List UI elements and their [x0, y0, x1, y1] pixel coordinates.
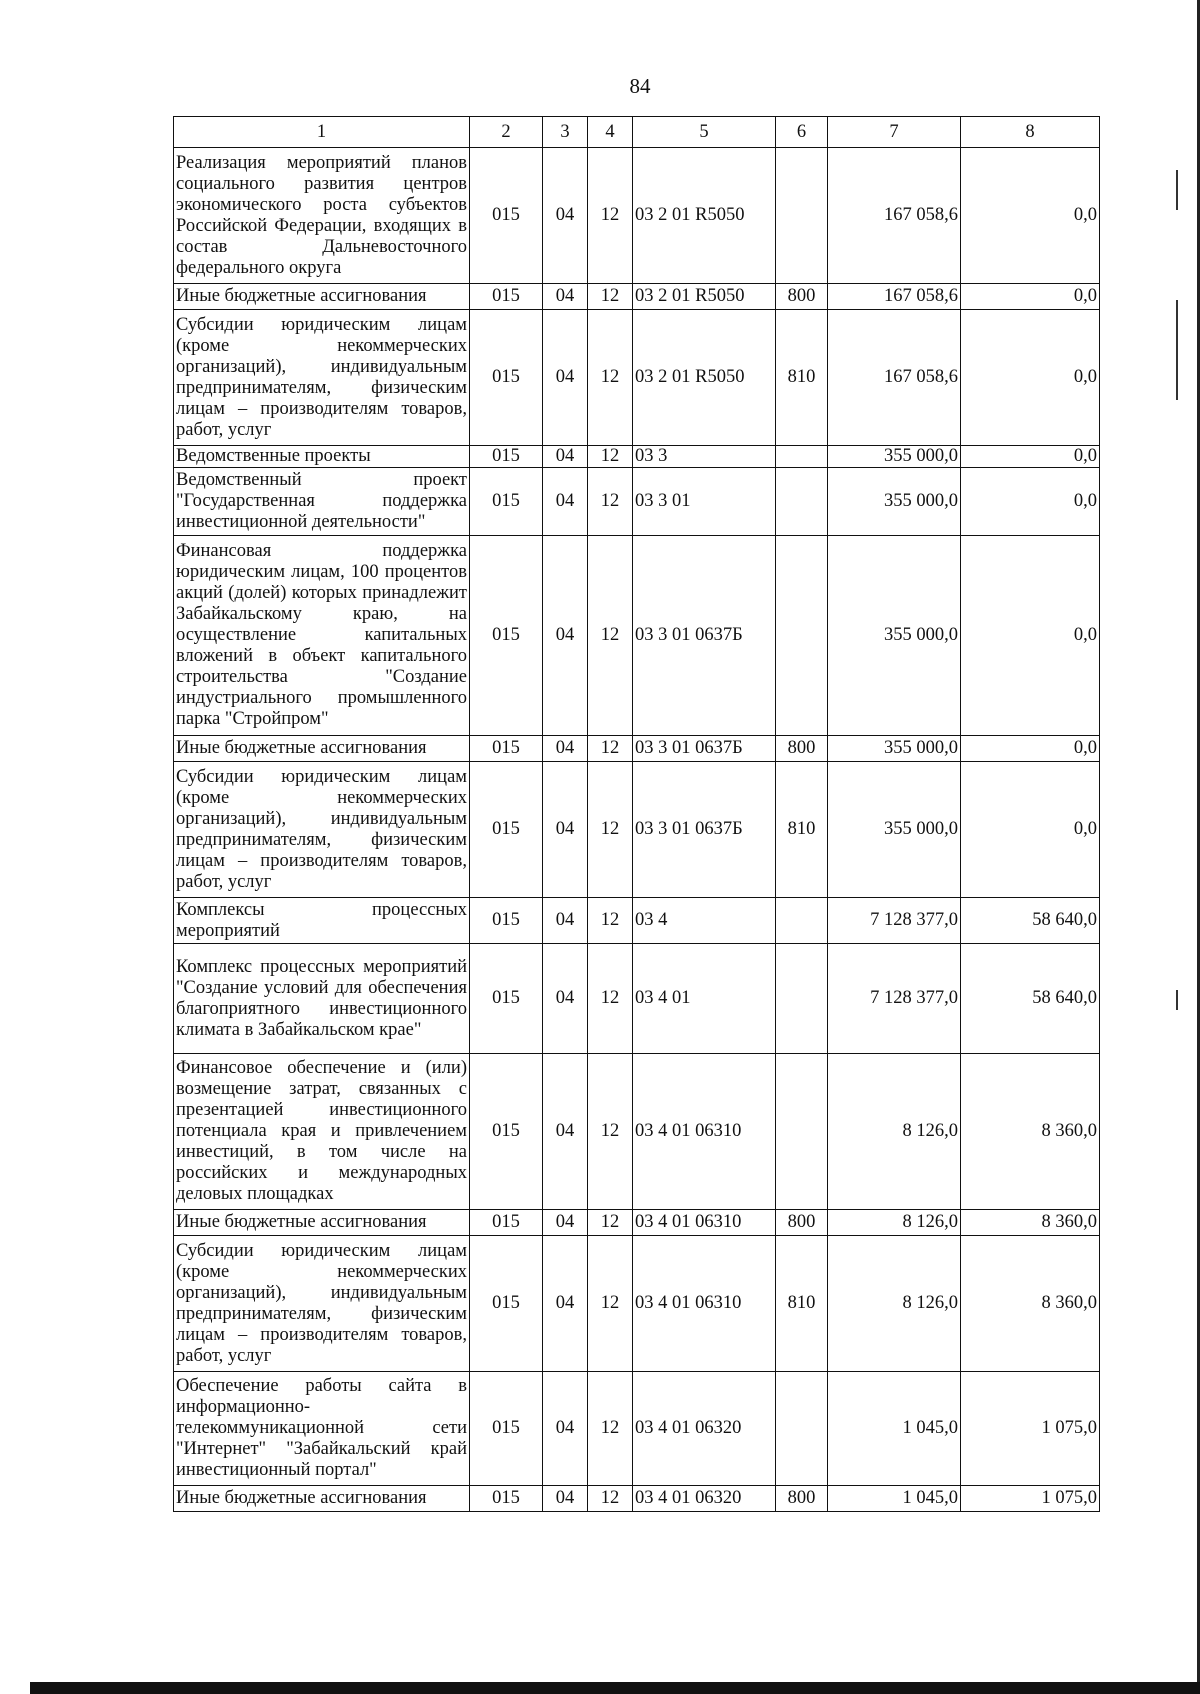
table-row [174, 898, 1100, 944]
row-amount-cell: 0,0 [961, 536, 1100, 736]
row-target-article-cell: 03 3 01 0637Б [633, 536, 776, 736]
row-target-article-cell: 03 2 01 R5050 [633, 284, 776, 310]
row-code-admin-cell: 015 [470, 898, 543, 944]
header-cell: 7 [828, 117, 961, 148]
header-cell: 4 [588, 117, 633, 148]
table-row [174, 536, 1100, 736]
row-name-cell: Реализация мероприятий планов социального развития центров экономического роста субъектов Российской Федерации, входящих в состав Дальневосточного федерального округа [174, 148, 470, 284]
page-number: 84 [629, 74, 651, 98]
row-name-cell: Субсидии юридическим лицам (кроме некоммерческих организаций), индивидуальным предпринимателям, физическим лицам – производителям товаров, работ, услуг [174, 762, 470, 898]
row-target-article-cell: 03 3 01 [633, 468, 776, 536]
header-cell: 2 [470, 117, 543, 148]
row-target-article-cell: 03 4 01 [633, 944, 776, 1054]
table-row [174, 762, 1100, 898]
row-amount-cell: 58 640,0 [961, 944, 1100, 1054]
row-code-admin-cell: 015 [470, 310, 543, 446]
row-name-cell: Субсидии юридическим лицам (кроме некоммерческих организаций), индивидуальным предпринимателям, физическим лицам – производителям товаров, работ, услуг [174, 1236, 470, 1372]
row-section-cell: 04 [543, 898, 588, 944]
table-row [174, 446, 1100, 468]
row-target-article-cell: 03 2 01 R5050 [633, 310, 776, 446]
row-amount-cell: 8 360,0 [961, 1210, 1100, 1236]
row-amount-cell: 0,0 [961, 446, 1100, 468]
row-section-cell: 04 [543, 1372, 588, 1486]
row-target-article-cell: 03 3 [633, 446, 776, 468]
row-subsection-cell: 12 [588, 1210, 633, 1236]
row-amount-cell: 355 000,0 [828, 736, 961, 762]
row-section-cell: 04 [543, 1054, 588, 1210]
row-expense-type-cell [776, 446, 828, 468]
row-amount-cell: 1 075,0 [961, 1372, 1100, 1486]
table-row [174, 310, 1100, 446]
row-name-cell: Комплексы процессных мероприятий [174, 898, 470, 944]
row-amount-cell: 0,0 [961, 762, 1100, 898]
row-code-admin-cell: 015 [470, 1236, 543, 1372]
row-expense-type-cell: 800 [776, 1486, 828, 1512]
row-subsection-cell: 12 [588, 310, 633, 446]
row-amount-cell: 355 000,0 [828, 536, 961, 736]
row-expense-type-cell: 810 [776, 1236, 828, 1372]
row-code-admin-cell: 015 [470, 762, 543, 898]
table-row [174, 284, 1100, 310]
scan-mark [1176, 170, 1178, 210]
row-name-cell: Субсидии юридическим лицам (кроме некоммерческих организаций), индивидуальным предпринимателям, физическим лицам – производителям товаров, работ, услуг [174, 310, 470, 446]
header-cell: 3 [543, 117, 588, 148]
row-name-cell: Финансовая поддержка юридическим лицам, 100 процентов акций (долей) которых принадлежит Забайкальскому краю, на осуществление капитальных вложений в объект капитального строительства "Создание индустриального промышленного парка "Стройпром" [174, 536, 470, 736]
row-name-cell: Финансовое обеспечение и (или) возмещение затрат, связанных с презентацией инвестиционного потенциала края и привлечением инвестиций, в том числе на российских и международных деловых площадках [174, 1054, 470, 1210]
row-amount-cell: 0,0 [961, 284, 1100, 310]
header-cell: 5 [633, 117, 776, 148]
row-target-article-cell: 03 4 01 06310 [633, 1054, 776, 1210]
row-amount-cell: 355 000,0 [828, 446, 961, 468]
header-cell: 1 [174, 117, 470, 148]
row-expense-type-cell [776, 1372, 828, 1486]
row-expense-type-cell: 810 [776, 762, 828, 898]
row-section-cell: 04 [543, 1210, 588, 1236]
scan-edge [30, 1682, 1200, 1694]
row-target-article-cell: 03 3 01 0637Б [633, 762, 776, 898]
row-name-cell: Обеспечение работы сайта в информационно-телекоммуникационной сети "Интернет" "Забайкальский край инвестиционный портал" [174, 1372, 470, 1486]
row-amount-cell: 8 360,0 [961, 1054, 1100, 1210]
row-code-admin-cell: 015 [470, 536, 543, 736]
row-amount-cell: 1 045,0 [828, 1372, 961, 1486]
row-amount-cell: 0,0 [961, 148, 1100, 284]
row-subsection-cell: 12 [588, 944, 633, 1054]
row-amount-cell: 355 000,0 [828, 762, 961, 898]
row-amount-cell: 8 360,0 [961, 1236, 1100, 1372]
row-target-article-cell: 03 4 01 06310 [633, 1210, 776, 1236]
row-section-cell: 04 [543, 1486, 588, 1512]
row-section-cell: 04 [543, 284, 588, 310]
row-expense-type-cell [776, 1054, 828, 1210]
row-subsection-cell: 12 [588, 762, 633, 898]
row-amount-cell: 167 058,6 [828, 148, 961, 284]
row-target-article-cell: 03 4 01 06310 [633, 1236, 776, 1372]
row-target-article-cell: 03 4 01 06320 [633, 1486, 776, 1512]
row-section-cell: 04 [543, 468, 588, 536]
row-expense-type-cell: 810 [776, 310, 828, 446]
row-section-cell: 04 [543, 536, 588, 736]
table-row [174, 1236, 1100, 1372]
row-amount-cell: 7 128 377,0 [828, 898, 961, 944]
row-amount-cell: 1 075,0 [961, 1486, 1100, 1512]
table-row [174, 468, 1100, 536]
budget-table [173, 116, 1100, 1512]
row-code-admin-cell: 015 [470, 148, 543, 284]
row-amount-cell: 1 045,0 [828, 1486, 961, 1512]
row-subsection-cell: 12 [588, 736, 633, 762]
row-amount-cell: 167 058,6 [828, 284, 961, 310]
row-subsection-cell: 12 [588, 1372, 633, 1486]
row-amount-cell: 8 126,0 [828, 1210, 961, 1236]
row-section-cell: 04 [543, 1236, 588, 1372]
scan-mark [1176, 300, 1178, 400]
row-code-admin-cell: 015 [470, 468, 543, 536]
row-subsection-cell: 12 [588, 1486, 633, 1512]
header-row [174, 117, 1100, 148]
row-subsection-cell: 12 [588, 1054, 633, 1210]
row-name-cell: Иные бюджетные ассигнования [174, 1210, 470, 1236]
header-cell: 8 [961, 117, 1100, 148]
row-amount-cell: 167 058,6 [828, 310, 961, 446]
row-expense-type-cell [776, 944, 828, 1054]
row-target-article-cell: 03 3 01 0637Б [633, 736, 776, 762]
row-name-cell: Комплекс процессных мероприятий "Создание условий для обеспечения благоприятного инвестиционного климата в Забайкальском крае" [174, 944, 470, 1054]
row-amount-cell: 0,0 [961, 310, 1100, 446]
row-expense-type-cell: 800 [776, 736, 828, 762]
row-expense-type-cell [776, 898, 828, 944]
row-code-admin-cell: 015 [470, 944, 543, 1054]
row-section-cell: 04 [543, 944, 588, 1054]
row-code-admin-cell: 015 [470, 1054, 543, 1210]
row-section-cell: 04 [543, 446, 588, 468]
row-name-cell: Иные бюджетные ассигнования [174, 736, 470, 762]
row-target-article-cell: 03 4 01 06320 [633, 1372, 776, 1486]
row-target-article-cell: 03 4 [633, 898, 776, 944]
row-expense-type-cell: 800 [776, 1210, 828, 1236]
row-name-cell: Иные бюджетные ассигнования [174, 284, 470, 310]
row-code-admin-cell: 015 [470, 284, 543, 310]
row-amount-cell: 0,0 [961, 468, 1100, 536]
table-row [174, 944, 1100, 1054]
table-row [174, 1486, 1100, 1512]
table-row [174, 1372, 1100, 1486]
row-subsection-cell: 12 [588, 898, 633, 944]
row-code-admin-cell: 015 [470, 1210, 543, 1236]
row-expense-type-cell [776, 536, 828, 736]
row-subsection-cell: 12 [588, 536, 633, 736]
row-code-admin-cell: 015 [470, 1486, 543, 1512]
row-expense-type-cell [776, 148, 828, 284]
row-subsection-cell: 12 [588, 468, 633, 536]
row-amount-cell: 58 640,0 [961, 898, 1100, 944]
row-code-admin-cell: 015 [470, 736, 543, 762]
table-row [174, 148, 1100, 284]
row-name-cell: Ведомственные проекты [174, 446, 470, 468]
table-row [174, 1210, 1100, 1236]
row-name-cell: Иные бюджетные ассигнования [174, 1486, 470, 1512]
row-section-cell: 04 [543, 762, 588, 898]
row-section-cell: 04 [543, 736, 588, 762]
row-subsection-cell: 12 [588, 284, 633, 310]
table-row [174, 736, 1100, 762]
row-section-cell: 04 [543, 310, 588, 446]
row-section-cell: 04 [543, 148, 588, 284]
row-amount-cell: 0,0 [961, 736, 1100, 762]
scan-mark [1176, 990, 1178, 1010]
row-subsection-cell: 12 [588, 446, 633, 468]
row-subsection-cell: 12 [588, 1236, 633, 1372]
row-target-article-cell: 03 2 01 R5050 [633, 148, 776, 284]
row-amount-cell: 8 126,0 [828, 1054, 961, 1210]
row-name-cell: Ведомственный проект "Государственная поддержка инвестиционной деятельности" [174, 468, 470, 536]
row-code-admin-cell: 015 [470, 1372, 543, 1486]
row-expense-type-cell [776, 468, 828, 536]
row-amount-cell: 7 128 377,0 [828, 944, 961, 1054]
row-amount-cell: 8 126,0 [828, 1236, 961, 1372]
row-amount-cell: 355 000,0 [828, 468, 961, 536]
row-code-admin-cell: 015 [470, 446, 543, 468]
table-row [174, 1054, 1100, 1210]
row-expense-type-cell: 800 [776, 284, 828, 310]
header-cell: 6 [776, 117, 828, 148]
row-subsection-cell: 12 [588, 148, 633, 284]
